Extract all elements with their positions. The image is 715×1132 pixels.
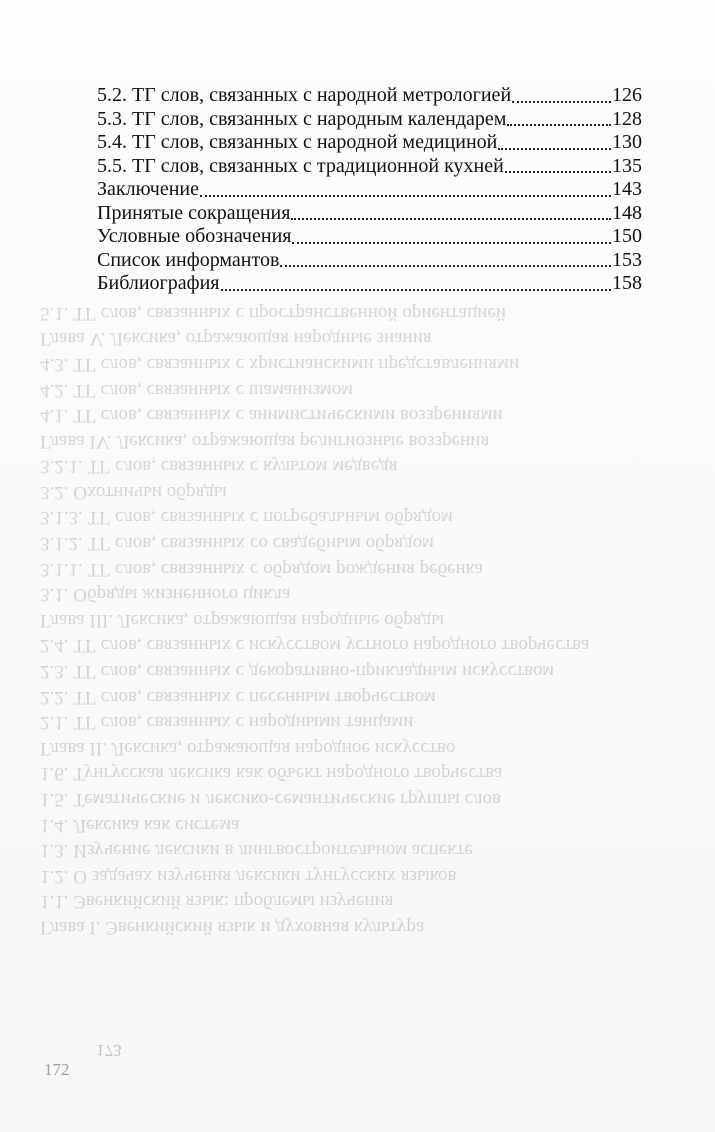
bleed-line: Глава III. Лексика, отражающая народные обряды [40, 609, 444, 631]
toc-entry-label: Заключение [97, 178, 199, 200]
bleed-line: 3.1.2. ТГ слов, связанных со свадебным обрядом [40, 532, 434, 554]
toc-entry-page: 150 [612, 225, 642, 247]
table-of-contents [97, 84, 642, 296]
toc-entry [97, 108, 642, 132]
dot-leader [280, 265, 611, 267]
toc-entry-page: 135 [612, 154, 642, 177]
toc-entry-page: 153 [612, 248, 642, 271]
toc-entry [97, 84, 642, 108]
toc-entry-page: 126 [612, 84, 642, 106]
bleed-line: 5.1. ТГ слов, связанных с пространственной ориентацией [40, 302, 507, 324]
bleed-line: 1.3. Изучение лексики в лингвостроительном аспекте [40, 840, 473, 862]
toc-entry [97, 178, 642, 202]
toc-entry-label: Библиография [97, 272, 220, 294]
bleed-line: Глава II. Лексика, отражающая народное искусство [40, 737, 456, 759]
bleed-line: 2.2. ТГ слов, связанных с песенным творчеством [40, 686, 436, 708]
bleed-line: 2.4. ТГ слов, связанных с искусством устного народного творчества [40, 635, 590, 657]
bleed-line: 1.4. Лексика как система [40, 814, 240, 836]
bleed-line: 3.1.1. ТГ слов, связанных с обрядом рождения ребенка [40, 558, 483, 580]
toc-entry [97, 131, 642, 155]
dot-leader [512, 101, 611, 103]
toc-entry-label: 5.2. ТГ слов, связанных с народной метрологией [97, 84, 512, 106]
bleed-through-text [40, 300, 680, 940]
toc-entry-page: 143 [612, 178, 642, 200]
bleed-line: 1.5. Тематические и лексико-семантические группы слов [40, 788, 501, 810]
toc-entry [97, 155, 642, 179]
toc-entry-page: 148 [612, 201, 642, 224]
toc-entry-label: 5.5. ТГ слов, связанных с традиционной кухней [97, 154, 504, 177]
mirror-page-number: 173 [96, 1041, 122, 1060]
toc-entry-label: 5.4. ТГ слов, связанных с народной медициной [97, 131, 498, 153]
bleed-line: 2.3. ТГ слов, связанных с декоративно-прикладным искусством [40, 660, 555, 682]
bleed-line: 1.1. Эвенкийский язык: проблемы изучения [40, 891, 394, 913]
toc-entry-label: Список информантов [97, 248, 280, 271]
toc-entry [97, 272, 642, 296]
bleed-line: 2.1. ТГ слов, связанных с народными танцами [40, 712, 414, 734]
toc-entry [97, 249, 642, 273]
toc-entry-label: Условные обозначения [97, 225, 292, 247]
toc-entry-page: 128 [612, 107, 642, 130]
toc-entry [97, 202, 642, 226]
bleed-line: 3.2.1. ТГ слов, связанных с культом медведя [40, 456, 398, 478]
bleed-line: 4.3. ТГ слов, связанных с христианскими представлениями [40, 353, 520, 375]
dot-leader [507, 124, 611, 126]
dot-leader [200, 195, 611, 197]
toc-entry-label: Принятые сокращения [97, 201, 291, 224]
bleed-line: 4.2. ТГ слов, связанных с шаманизмом [40, 379, 353, 401]
dot-leader [221, 289, 612, 291]
toc-entry-page: 130 [612, 131, 642, 153]
bleed-line: 3.1.3. ТГ слов, связанных с погребальным обрядом [40, 507, 453, 529]
dot-leader [291, 218, 611, 220]
bleed-line: 3.2. Охотничьи обряды [40, 481, 227, 503]
bleed-line: Глава IV. Лексика, отражающая религиозные воззрения [40, 430, 490, 452]
toc-entry-label: 5.3. ТГ слов, связанных с народным календарем [97, 107, 507, 130]
bleed-line: 1.6. Тунгусская лексика как объект народного творчества [40, 763, 503, 785]
toc-entry-page: 158 [612, 272, 642, 294]
bleed-line: 4.1. ТГ слов, связанных с анимистическими воззрениями [40, 404, 503, 426]
bleed-line: Глава I. Эвенкийский язык и духовная культура [40, 916, 425, 938]
bleed-line: Глава V. Лексика, отражающая народные знания [40, 328, 432, 350]
dot-leader [292, 242, 611, 244]
toc-entry [97, 225, 642, 249]
page-number: 172 [44, 1060, 70, 1079]
bleed-line: 1.2. О задачах изучения лексики тунгусских языков [40, 865, 457, 887]
dot-leader [505, 171, 611, 173]
dot-leader [498, 148, 611, 150]
bleed-line: 3.1. Обряды жизненного цикла [40, 584, 291, 606]
